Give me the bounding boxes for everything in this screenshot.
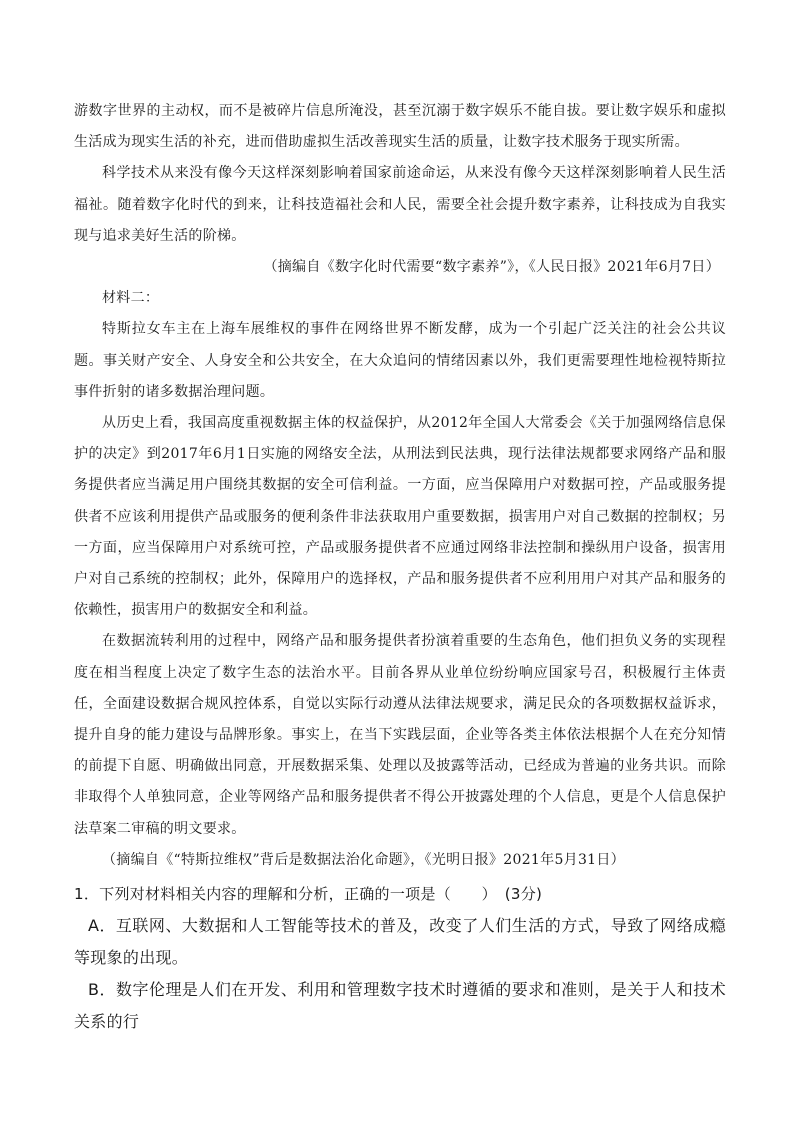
paragraph-tesla-event: 特斯拉女车主在上海车展维权的事件在网络世界不断发酵，成为一个引起广泛关注的社会公共议题。事关财产安全、人身安全和公共安全，在大众追问的情绪因素以外，我们更需要理性地检视特斯拉事件折射的诸多数据治理问题。 [74,321,726,400]
paragraph-data-flow: 在数据流转利用的过程中，网络产品和服务提供者扮演着重要的生态角色，他们担负义务的实现程度在相当程度上决定了数字生态的法治水平。目前各界从业单位纷纷响应国家号召，积极履行主体责任，全面建设数据合规风控体系，自觉以实际行动遵从法律法规要求，满足民众的各项数据权益诉求，提升自身的能力建设与品牌形象。事实上，在当下实践层面，企业等各类主体依法根据个人在充分知情的前提下自愿、明确做出同意，开展数据采集、处理以及披露等活动，已经成为普遍的业务共识。而除非取得个人单独同意，企业等网络产品和服务提供者不得公开披露处理的个人信息，更是个人信息保护法草案二审稿的明文要求。 [74,633,726,837]
material2-heading: 材料二： [102,290,160,307]
option-a: A．互联网、大数据和人工智能等技术的普及，改变了人们生活的方式，导致了网络成瘾等现象的出现。 [74,916,726,968]
source-citation-1: （摘编自《数字化时代需要“数字素养”》，《人民日报》2021年6月7日） [263,259,720,276]
document-body [74,96,726,1038]
question-1-options [74,910,726,1038]
paragraph-continuation: 游数字世界的主动权，而不是被碎片信息所淹没，甚至沉溺于数字娱乐不能自拔。要让数字娱乐和虚拟生活成为现实生活的补充，进而借助虚拟生活改善现实生活的质量，让数字技术服务于现实所需。 [74,103,726,151]
paragraph-history: 从历史上看，我国高度重视数据主体的权益保护，从2012年全国人大常委会《关于加强网络信息保护的决定》到2017年6月1日实施的网络安全法，从刑法到民法典，现行法律法规都要求网络产品和服务提供者应当满足用户围绕其数据的安全可信利益。一方面，应当保障用户对数据可控，产品或服务提供者不应该利用提供产品或服务的便利条件非法获取用户重要数据，损害用户对自己数据的控制权；另一方面，应当保障用户对系统可控，产品或服务提供者不应通过网络非法控制和操纵用户设备，损害用户对自己系统的控制权；此外，保障用户的选择权，产品和服务提供者不应利用用户对其产品和服务的依赖性，损害用户的数据安全和利益。 [74,415,726,619]
paragraph-tech-wellbeing: 科学技术从来没有像今天这样深刻影响着国家前途命运，从来没有像今天这样深刻影响着人民生活福祉。随着数字化时代的到来，让科技造福社会和人民，需要全社会提升数字素养，让科技成为自我实现与追求美好生活的阶梯。 [74,165,726,244]
question-1-stem: 1．下列对材料相关内容的理解和分析，正确的一项是（ ） (3分) [74,885,543,904]
source-citation-2: （摘编自《“特斯拉维权”背后是数据法治化命题》，《光明日报》2021年5月31日） [102,851,625,868]
option-b: B．数字伦理是人们在开发、利用和管理数字技术时遵循的要求和准则，是关于人和技术关系的行 [74,980,726,1032]
